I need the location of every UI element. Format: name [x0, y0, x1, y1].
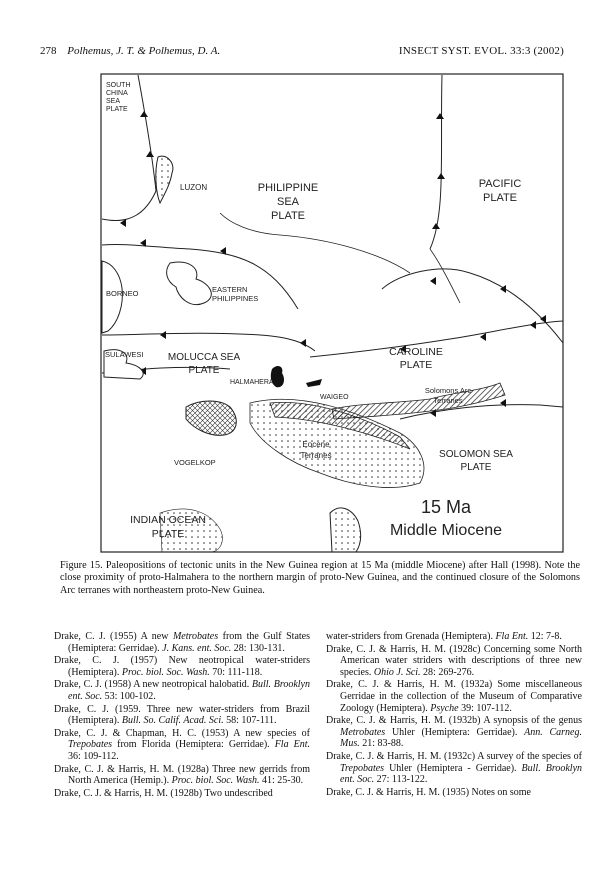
reference-text: Drake, C. J. & Harris, H. M. (1932c) A survey of the species of	[326, 750, 582, 762]
label-line: Eocene	[302, 440, 330, 449]
reference-text: 39: 107-112.	[458, 702, 512, 714]
label-line: SOLOMON SEA	[439, 449, 513, 460]
reference-text: water-striders from Grenada (Hemiptera).	[326, 631, 496, 642]
journal-citation: INSECT SYST. EVOL. 33:3 (2002)	[398, 45, 564, 57]
label-line: PLATE	[270, 210, 306, 222]
reference-entry	[326, 751, 582, 786]
reference-text: from Florida (Hemiptera: Gerridae).	[112, 739, 275, 751]
label-line: PLATE	[482, 192, 518, 204]
reference-text: Drake, C. J. & Harris, H. M. (1932a) Some miscellaneous Gerridae in the collection of the Museum of Comparative Zoology (Hemiptera).	[326, 679, 582, 714]
reference-entry	[54, 728, 310, 763]
reference-italic: Ann. Carneg. Mus.	[340, 726, 582, 750]
reference-entry	[326, 679, 582, 714]
reference-entry	[54, 679, 310, 702]
label-age: 15 Ma	[420, 497, 472, 517]
reference-italic: Proc. biol. Soc. Wash.	[121, 666, 210, 678]
label-line: CAROLINE	[389, 346, 443, 358]
reference-text: Drake, C. J. (1959. Three new water-striders from Brazil (Hemiptera).	[54, 703, 310, 727]
reference-italic: Ohio J. Sci.	[373, 666, 421, 678]
label-sulawesi: SULAWESI	[105, 350, 144, 359]
reference-entry	[326, 631, 582, 643]
reference-entry	[326, 787, 582, 799]
reference-text: Drake, C. J. & Harris, H. M. (1928c) Concerning some North American water striders with descriptions of three new species.	[326, 643, 582, 678]
page-number: 278	[40, 45, 57, 57]
reference-entry	[54, 764, 310, 787]
reference-italic: Trepobates	[68, 739, 113, 751]
reference-entry	[54, 788, 310, 800]
label-luzon: LUZON	[180, 183, 208, 192]
label-line: Terranes	[300, 451, 332, 460]
label-borneo: BORNEO	[106, 289, 139, 298]
reference-text: Drake, C. J. & Harris, H. M. (1928a) Three new gerrids from North America (Hemip.).	[54, 763, 310, 787]
label-line: EASTERN	[212, 285, 248, 294]
label-line: PHILIPPINES	[212, 294, 259, 303]
label-epoch: Middle Miocene	[389, 522, 503, 539]
label-line: Terranes	[433, 396, 463, 405]
reference-text: Drake, C. J. & Chapman, H. C. (1953) A new species of	[54, 727, 310, 739]
reference-italic: J. Kans. ent. Soc.	[162, 642, 232, 654]
reference-text: Uhler (Hemiptera - Gerridae).	[384, 762, 522, 774]
label-line: PLATE	[151, 528, 185, 540]
reference-text: 28: 269-276.	[420, 666, 475, 678]
reference-italic: Trepobates	[340, 762, 385, 774]
label-line: SEA	[276, 196, 300, 208]
reference-entry	[326, 715, 582, 750]
reference-text: Drake, C. J. & Harris, H. M. (1932b) A synopsis of the genus	[326, 715, 582, 727]
reference-text: 27: 113-122.	[374, 774, 428, 786]
label-line: INDIAN OCEAN	[130, 514, 206, 526]
label-line: PHILIPPINE	[257, 182, 319, 194]
references-left-column	[54, 631, 310, 800]
reference-italic: Metrobates	[340, 726, 386, 738]
label-line: PACIFIC	[478, 178, 522, 190]
reference-text: 21: 83-88.	[359, 738, 404, 750]
label-line: CHINA	[106, 90, 128, 97]
header-left	[40, 45, 220, 57]
reference-text: 70: 111-118.	[209, 666, 263, 678]
label-line: PLATE	[106, 106, 128, 113]
reference-italic: Bull. Brooklyn ent. Soc.	[68, 679, 310, 702]
reference-text: from the Gulf States (Hemiptera: Gerridae).	[68, 631, 310, 654]
label-line: PLATE	[399, 359, 433, 371]
page-header	[0, 45, 604, 61]
references-right-column	[326, 631, 582, 799]
label-line: MOLUCCA SEA	[167, 352, 241, 363]
map-frame	[101, 74, 563, 552]
running-authors: Polhemus, J. T. & Polhemus, D. A.	[67, 45, 221, 57]
reference-text: 36: 109-112.	[68, 750, 119, 762]
paleogeography-map	[100, 73, 564, 553]
reference-italic: Fla Ent.	[495, 631, 529, 642]
label-line: Solomons Arc	[424, 386, 472, 395]
reference-text: 41: 25-30.	[259, 775, 304, 787]
label-line: SOUTH	[106, 82, 131, 89]
reference-text: Drake, C. J. & Harris, H. M. (1928b) Two undescribed	[54, 787, 273, 799]
reference-text: Drake, C. J. (1955) A new	[54, 631, 173, 642]
label-halmahera: HALMAHERA	[230, 379, 274, 386]
reference-text: 58: 107-111.	[223, 715, 277, 727]
reference-italic: Psyche	[430, 702, 459, 714]
reference-text: 53: 100-102.	[102, 690, 156, 702]
label-line: PLATE	[188, 365, 220, 376]
label-vogelkop: VOGELKOP	[174, 458, 216, 467]
reference-text: 28: 130-131.	[231, 642, 285, 654]
reference-entry	[54, 655, 310, 678]
label-waigeo: WAIGEO	[320, 394, 349, 401]
reference-text: 12: 7-8.	[528, 631, 562, 642]
figure-caption: Figure 15. Paleopositions of tectonic units in the New Guinea region at 15 Ma (middle Miocene) after Hall (1998). Note the close proximity of proto-Halmahera to the northern margin of proto-New Guinea, and the continued closure of the Solomons Arc terranes with northeastern proto-New Guinea.	[60, 560, 580, 596]
label-line: PLATE	[460, 462, 492, 473]
reference-text: Drake, C. J. (1958) A new neotropical halobatid.	[54, 679, 252, 691]
reference-text: Uhler (Hemiptera: Gerridae).	[385, 726, 525, 738]
reference-entry	[326, 644, 582, 679]
reference-italic: Metrobates	[172, 631, 219, 642]
reference-entry	[54, 704, 310, 727]
reference-italic: Bull. So. Calif. Acad. Sci.	[121, 715, 224, 727]
reference-italic: Fla Ent.	[274, 739, 310, 751]
reference-italic: Proc. biol. Soc. Wash.	[171, 775, 260, 787]
reference-entry	[54, 631, 310, 654]
label-line: SEA	[106, 98, 121, 105]
reference-text: Drake, C. J. (1957) New neotropical water-striders (Hemiptera).	[54, 655, 310, 678]
reference-italic: Bull. Brooklyn ent. Soc.	[340, 762, 583, 786]
reference-text: Drake, C. J. & Harris, H. M. (1935) Notes on some	[326, 786, 531, 798]
